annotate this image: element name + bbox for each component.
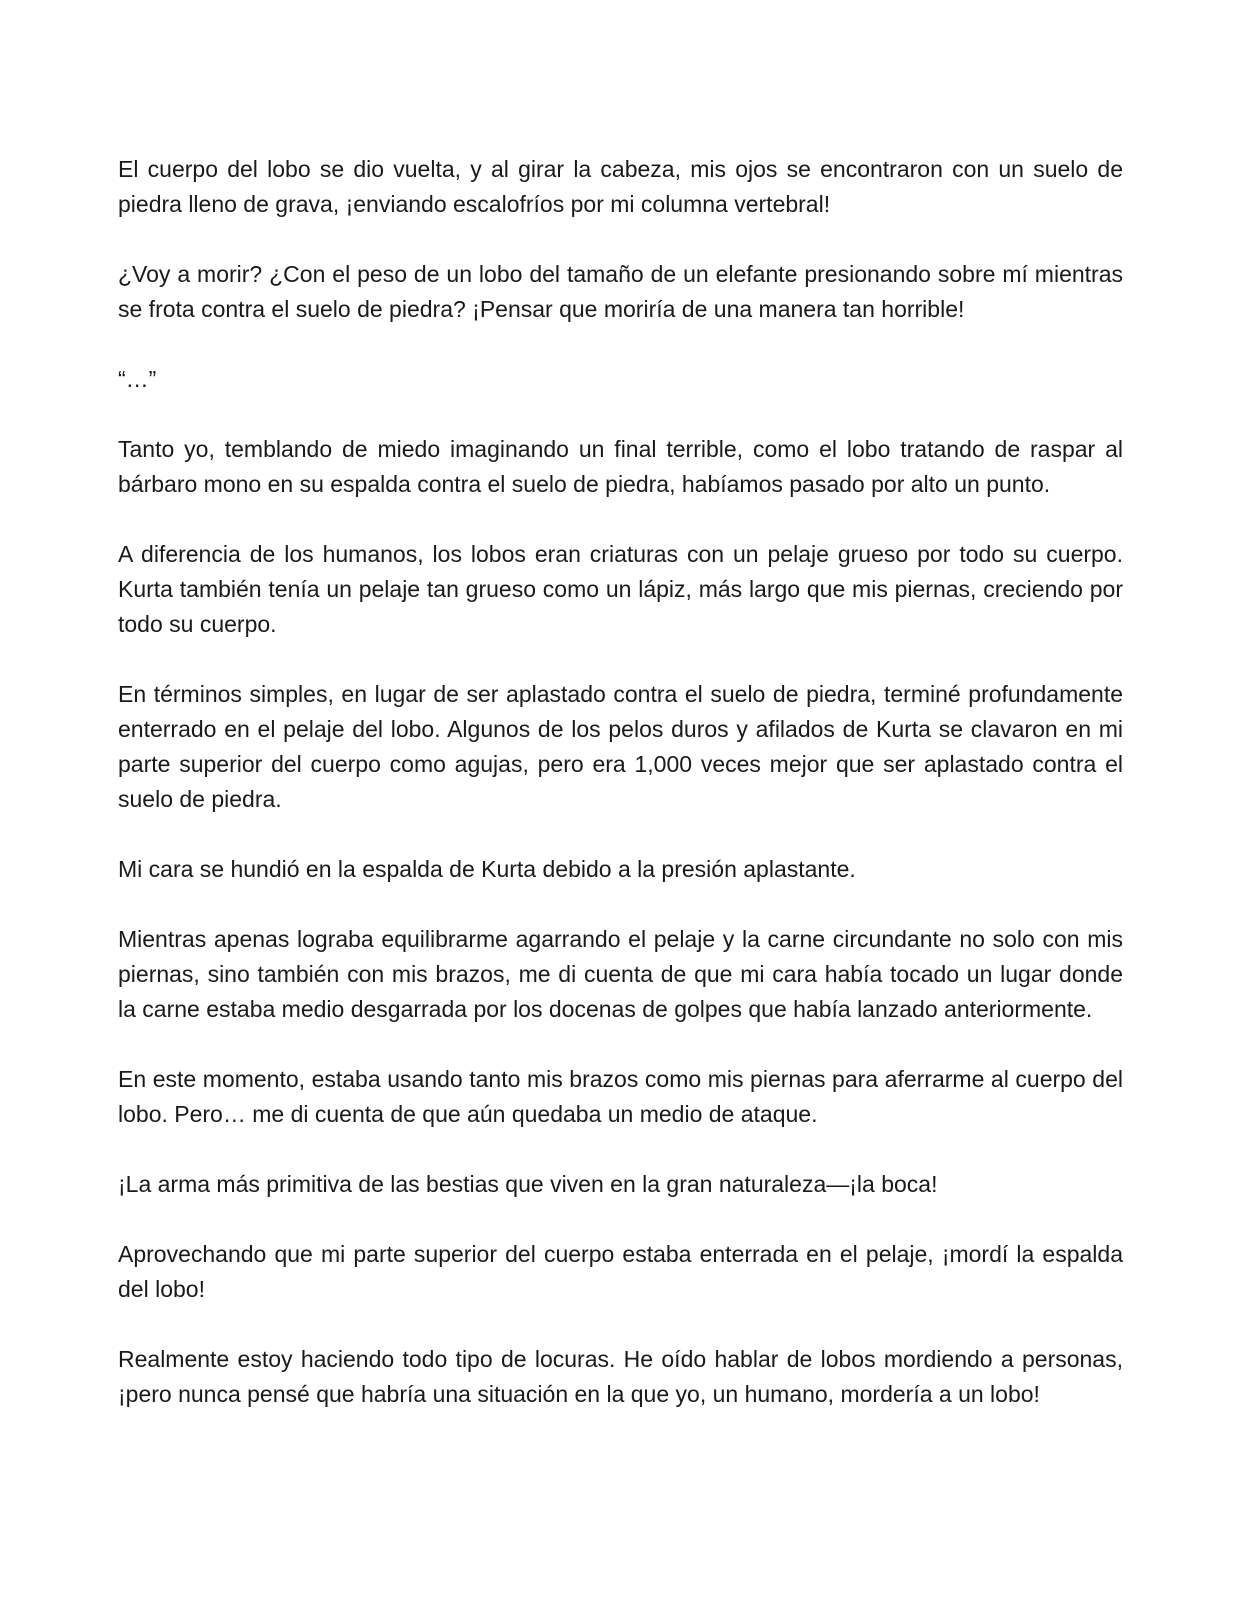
paragraph-9: En este momento, estaba usando tanto mis brazos como mis piernas para aferrarme al cuerpo del lobo. Pero… me di cuenta de que aún quedaba un medio de ataque.: [118, 1066, 1123, 1127]
paragraph-1: El cuerpo del lobo se dio vuelta, y al girar la cabeza, mis ojos se encontraron con un suelo de piedra lleno de grava, ¡enviando escalofríos por mi columna vertebral!: [118, 156, 1123, 217]
paragraph-3: “…”: [118, 366, 157, 392]
paragraph-11: Aprovechando que mi parte superior del cuerpo estaba enterrada en el pelaje, ¡mordí la espalda del lobo!: [118, 1241, 1123, 1302]
paragraph-4: Tanto yo, temblando de miedo imaginando un final terrible, como el lobo tratando de raspar al bárbaro mono en su espalda contra el suelo de piedra, habíamos pasado por alto un punto.: [118, 436, 1123, 497]
paragraph-8: Mientras apenas lograba equilibrarme agarrando el pelaje y la carne circundante no solo con mis piernas, sino también con mis brazos, me di cuenta de que mi cara había tocado un lugar donde la carne estaba medio desgarrada por los docenas de golpes que había lanzado anteriormente.: [118, 926, 1123, 1022]
paragraph-12: Realmente estoy haciendo todo tipo de locuras. He oído hablar de lobos mordiendo a personas, ¡pero nunca pensé que habría una situación en la que yo, un humano, mordería a un lobo!: [118, 1346, 1123, 1407]
paragraph-6: En términos simples, en lugar de ser aplastado contra el suelo de piedra, terminé profundamente enterrado en el pelaje del lobo. Algunos de los pelos duros y afilados de Kurta se clavaron en mi parte superior del cuerpo como agujas, pero era 1,000 veces mejor que ser aplastado contra el suelo de piedra.: [118, 681, 1123, 812]
paragraph-7: Mi cara se hundió en la espalda de Kurta debido a la presión aplastante.: [118, 856, 856, 882]
paragraph-2: ¿Voy a morir? ¿Con el peso de un lobo del tamaño de un elefante presionando sobre mí mientras se frota contra el suelo de piedra? ¡Pensar que moriría de una manera tan horrible!: [118, 261, 1123, 322]
paragraph-5: A diferencia de los humanos, los lobos eran criaturas con un pelaje grueso por todo su cuerpo. Kurta también tenía un pelaje tan grueso como un lápiz, más largo que mis piernas, creciendo por todo su cuerpo.: [118, 541, 1123, 637]
paragraph-10: ¡La arma más primitiva de las bestias que viven en la gran naturaleza—¡la boca!: [118, 1171, 938, 1197]
